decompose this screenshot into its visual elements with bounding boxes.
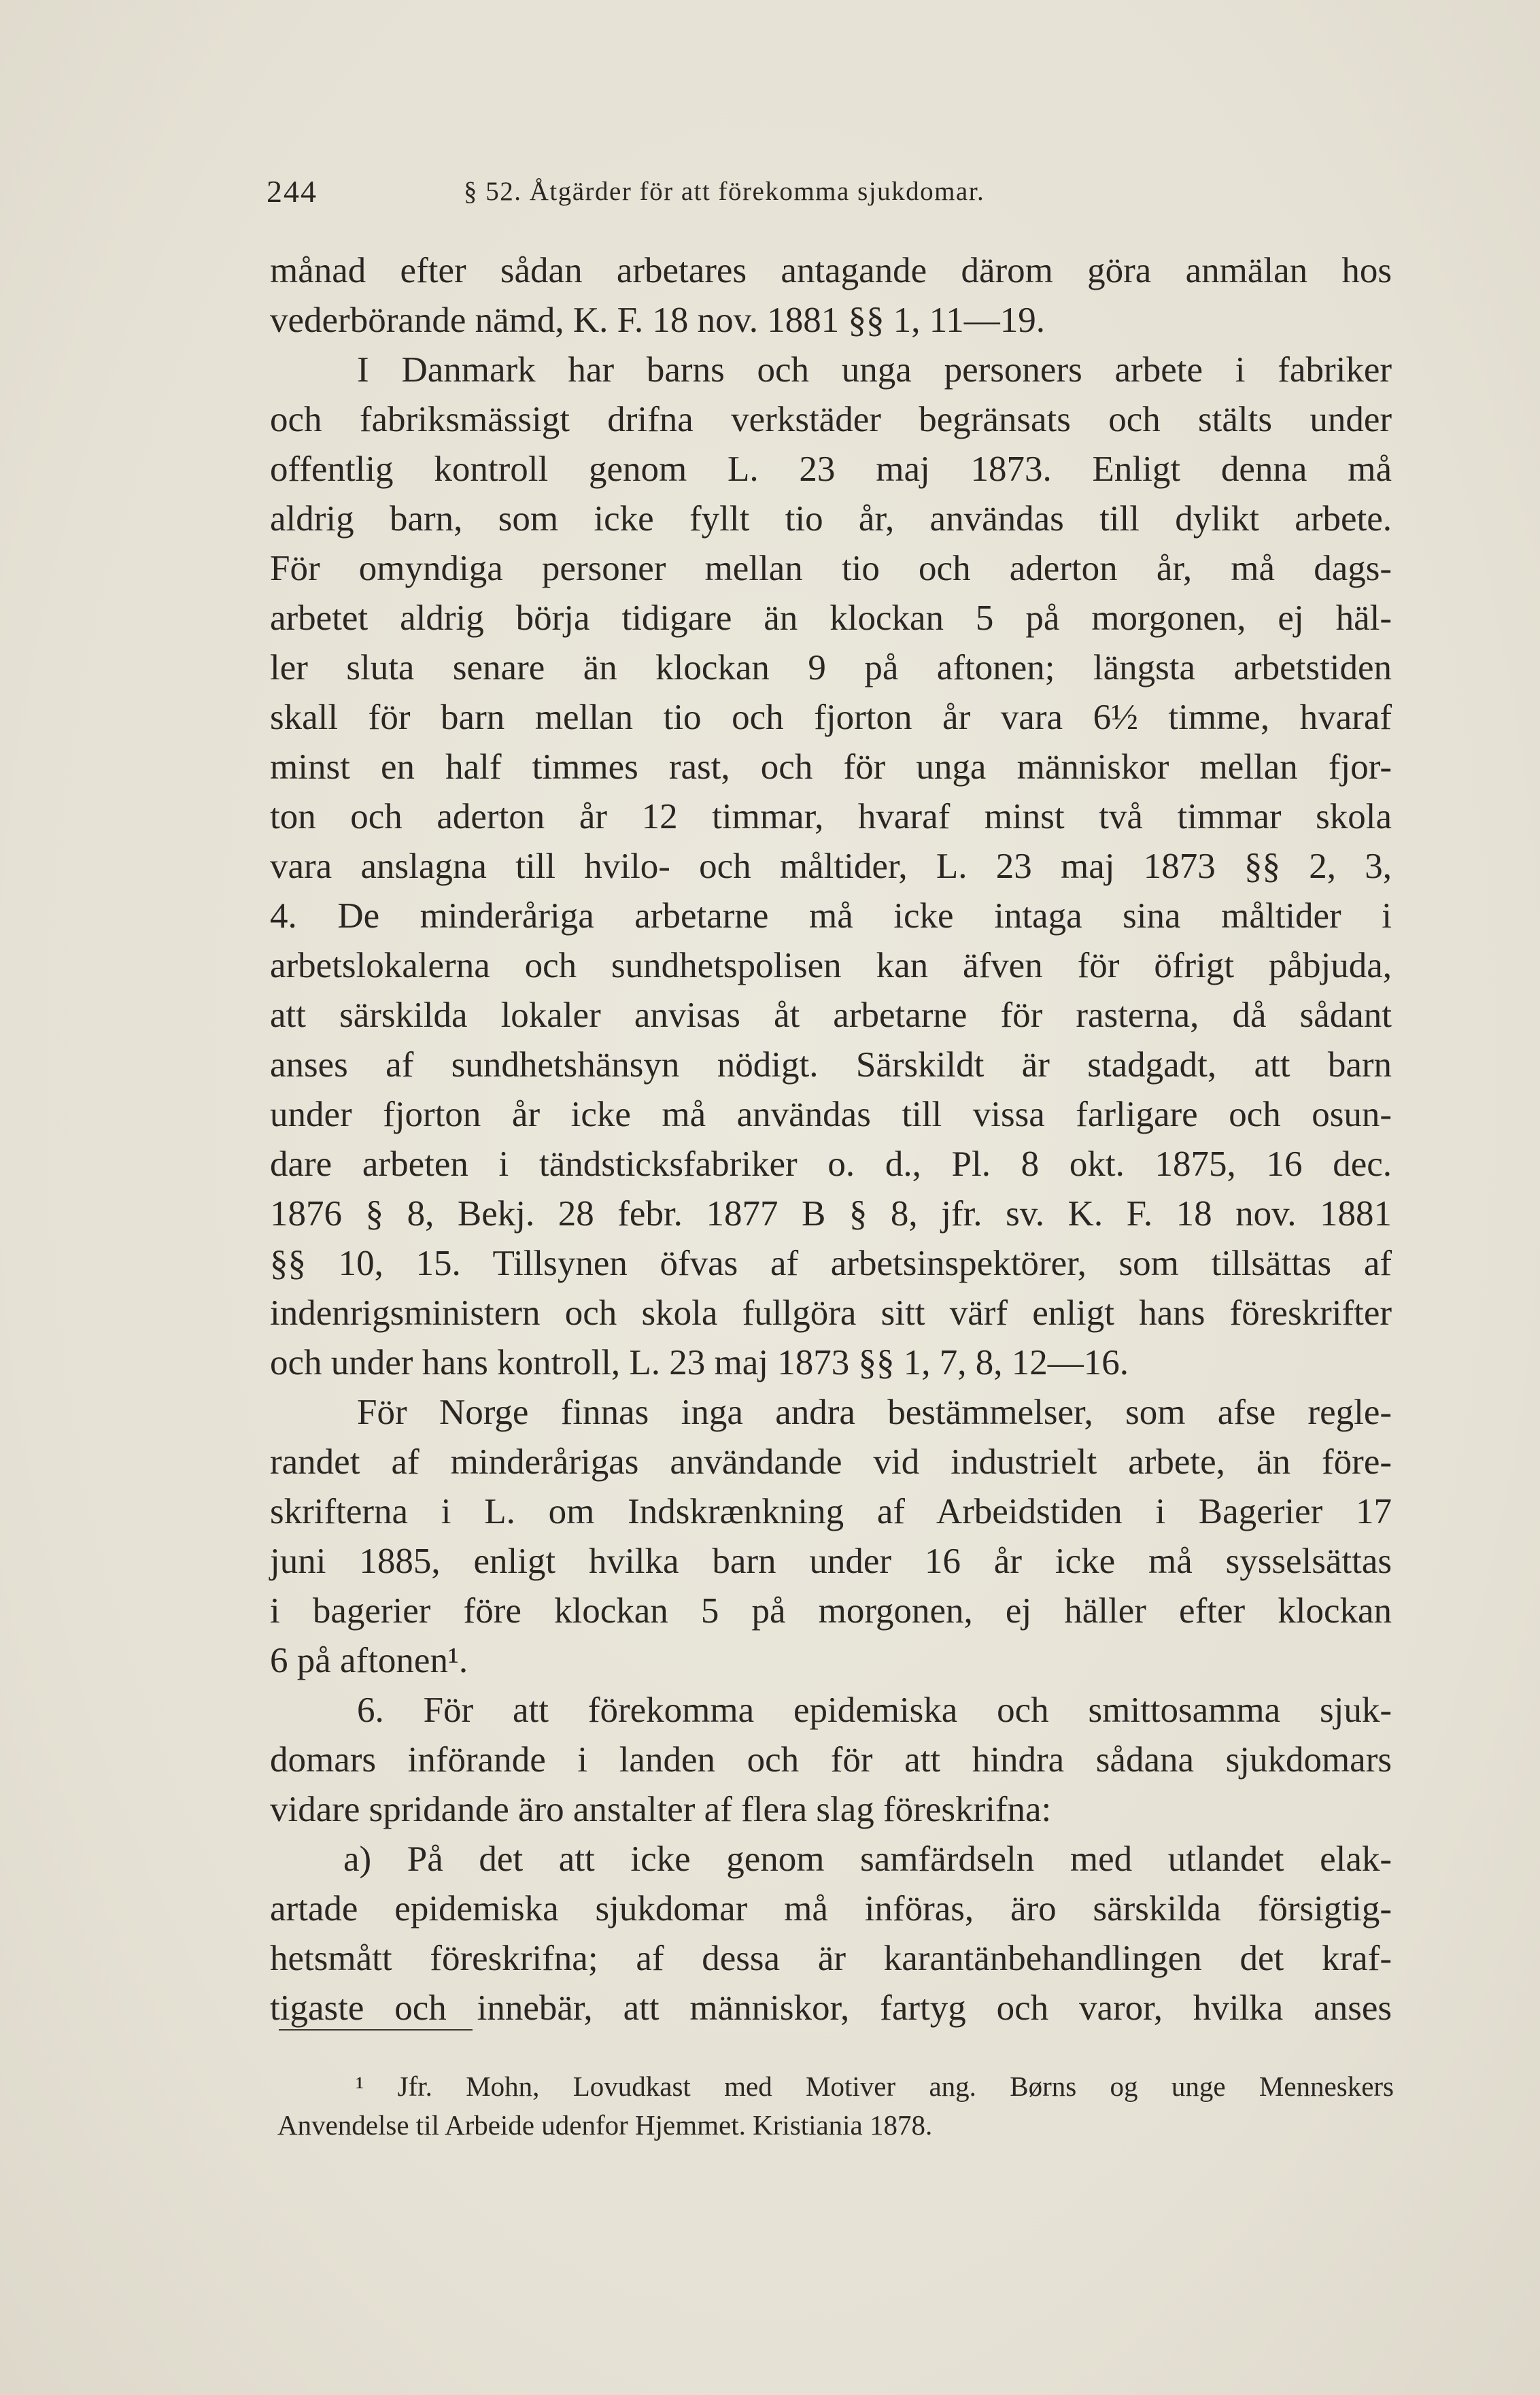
running-head: § 52. Åtgärder för att förekomma sjukdomar. (464, 177, 985, 206)
text-line: vederbörande nämd, K. F. 18 nov. 1881 §§ 1, 11—19. (270, 301, 1045, 340)
text-line: juni 1885, enligt hvilka barn under 16 år icke må sysselsättas (270, 1542, 1392, 1581)
text-line: dare arbeten i tändsticksfabriker o. d., Pl. 8 okt. 1875, 16 dec. (270, 1144, 1392, 1184)
text-line: arbetet aldrig börja tidigare än klockan 5 på morgonen, ej häl- (270, 598, 1392, 638)
text-line: För omyndiga personer mellan tio och aderton år, må dags- (270, 549, 1392, 588)
text-line: ton och aderton år 12 timmar, hvaraf minst två timmar skola (270, 797, 1392, 836)
text-line: hetsmått föreskrifna; af dessa är karantänbehandlingen det kraf- (270, 1939, 1392, 1978)
footnote-line: ¹ Jfr. Mohn, Lovudkast med Motiver ang. Børns og unge Menneskers (356, 2071, 1394, 2102)
text-line: skall för barn mellan tio och fjorton år vara 6½ timme, hvaraf (270, 698, 1392, 737)
section-6-line: 6. För att förekomma epidemiska och smittosamma sjuk- (357, 1691, 1392, 1730)
text-line: §§ 10, 15. Tillsynen öfvas af arbetsinspektörer, som tillsättas af (270, 1244, 1392, 1283)
text-line: 6 på aftonen¹. (270, 1641, 468, 1680)
paragraph-start-line: I Danmark har barns och unga personers arbete i fabriker (357, 350, 1392, 390)
text-line: minst en half timmes rast, och för unga människor mellan fjor- (270, 747, 1392, 787)
footnote-line: Anvendelse til Arbeide udenfor Hjemmet. Kristiania 1878. (277, 2109, 933, 2141)
text-line: vidare spridande äro anstalter af flera slag föreskrifna: (270, 1790, 1052, 1829)
text-line: offentlig kontroll genom L. 23 maj 1873. Enligt denna må (270, 449, 1392, 489)
text-line: indenrigsministern och skola fullgöra sitt värf enligt hans föreskrifter (270, 1293, 1392, 1333)
text-line: och under hans kontroll, L. 23 maj 1873 §§ 1, 7, 8, 12—16. (270, 1343, 1129, 1382)
page-number: 244 (267, 174, 318, 209)
footnote (277, 2067, 1394, 2145)
text-line: arbetslokalerna och sundhetspolisen kan äfven för öfrigt påbjuda, (270, 946, 1392, 985)
text-line: i bagerier före klockan 5 på morgonen, ej häller efter klockan (270, 1591, 1392, 1631)
text-line: och fabriksmässigt drifna verkstäder begränsats och stälts under (270, 400, 1392, 439)
text-line: ler sluta senare än klockan 9 på aftonen; längsta arbetstiden (270, 648, 1392, 687)
text-line: anses af sundhetshänsyn nödigt. Särskildt är stadgadt, att barn (270, 1045, 1392, 1085)
text-line: artade epidemiska sjukdomar må införas, äro särskilda försigtig- (270, 1889, 1392, 1929)
text-line: vara anslagna till hvilo- och måltider, L. 23 maj 1873 §§ 2, 3, (270, 847, 1392, 886)
text-line: randet af minderårigas användande vid industrielt arbete, än före- (270, 1442, 1392, 1482)
text-line: domars införande i landen och för att hindra sådana sjukdomars (270, 1740, 1392, 1780)
text-line: tigaste och innebär, att människor, fartyg och varor, hvilka anses (270, 1988, 1392, 2028)
text-line: månad efter sådan arbetares antagande därom göra anmälan hos (270, 251, 1392, 290)
item-a-line: a) På det att icke genom samfärdseln med utlandet elak- (343, 1839, 1392, 1879)
text-line: under fjorton år icke må användas till vissa farligare och osun- (270, 1095, 1392, 1134)
footnote-divider (279, 2029, 473, 2031)
text-line: 1876 § 8, Bekj. 28 febr. 1877 B § 8, jfr. sv. K. F. 18 nov. 1881 (270, 1194, 1392, 1234)
text-line: 4. De minderåriga arbetarne må icke intaga sina måltider i (270, 896, 1392, 936)
text-line: skrifterna i L. om Indskrænkning af Arbeidstiden i Bagerier 17 (270, 1492, 1392, 1531)
text-line: att särskilda lokaler anvisas åt arbetarne för rasterna, då sådant (270, 996, 1392, 1035)
page-header (267, 173, 1409, 214)
text-line: aldrig barn, som icke fyllt tio år, användas till dylikt arbete. (270, 499, 1392, 539)
paragraph-start-line: För Norge finnas inga andra bestämmelser, som afse regle- (357, 1393, 1392, 1432)
body-text (270, 246, 1392, 2033)
